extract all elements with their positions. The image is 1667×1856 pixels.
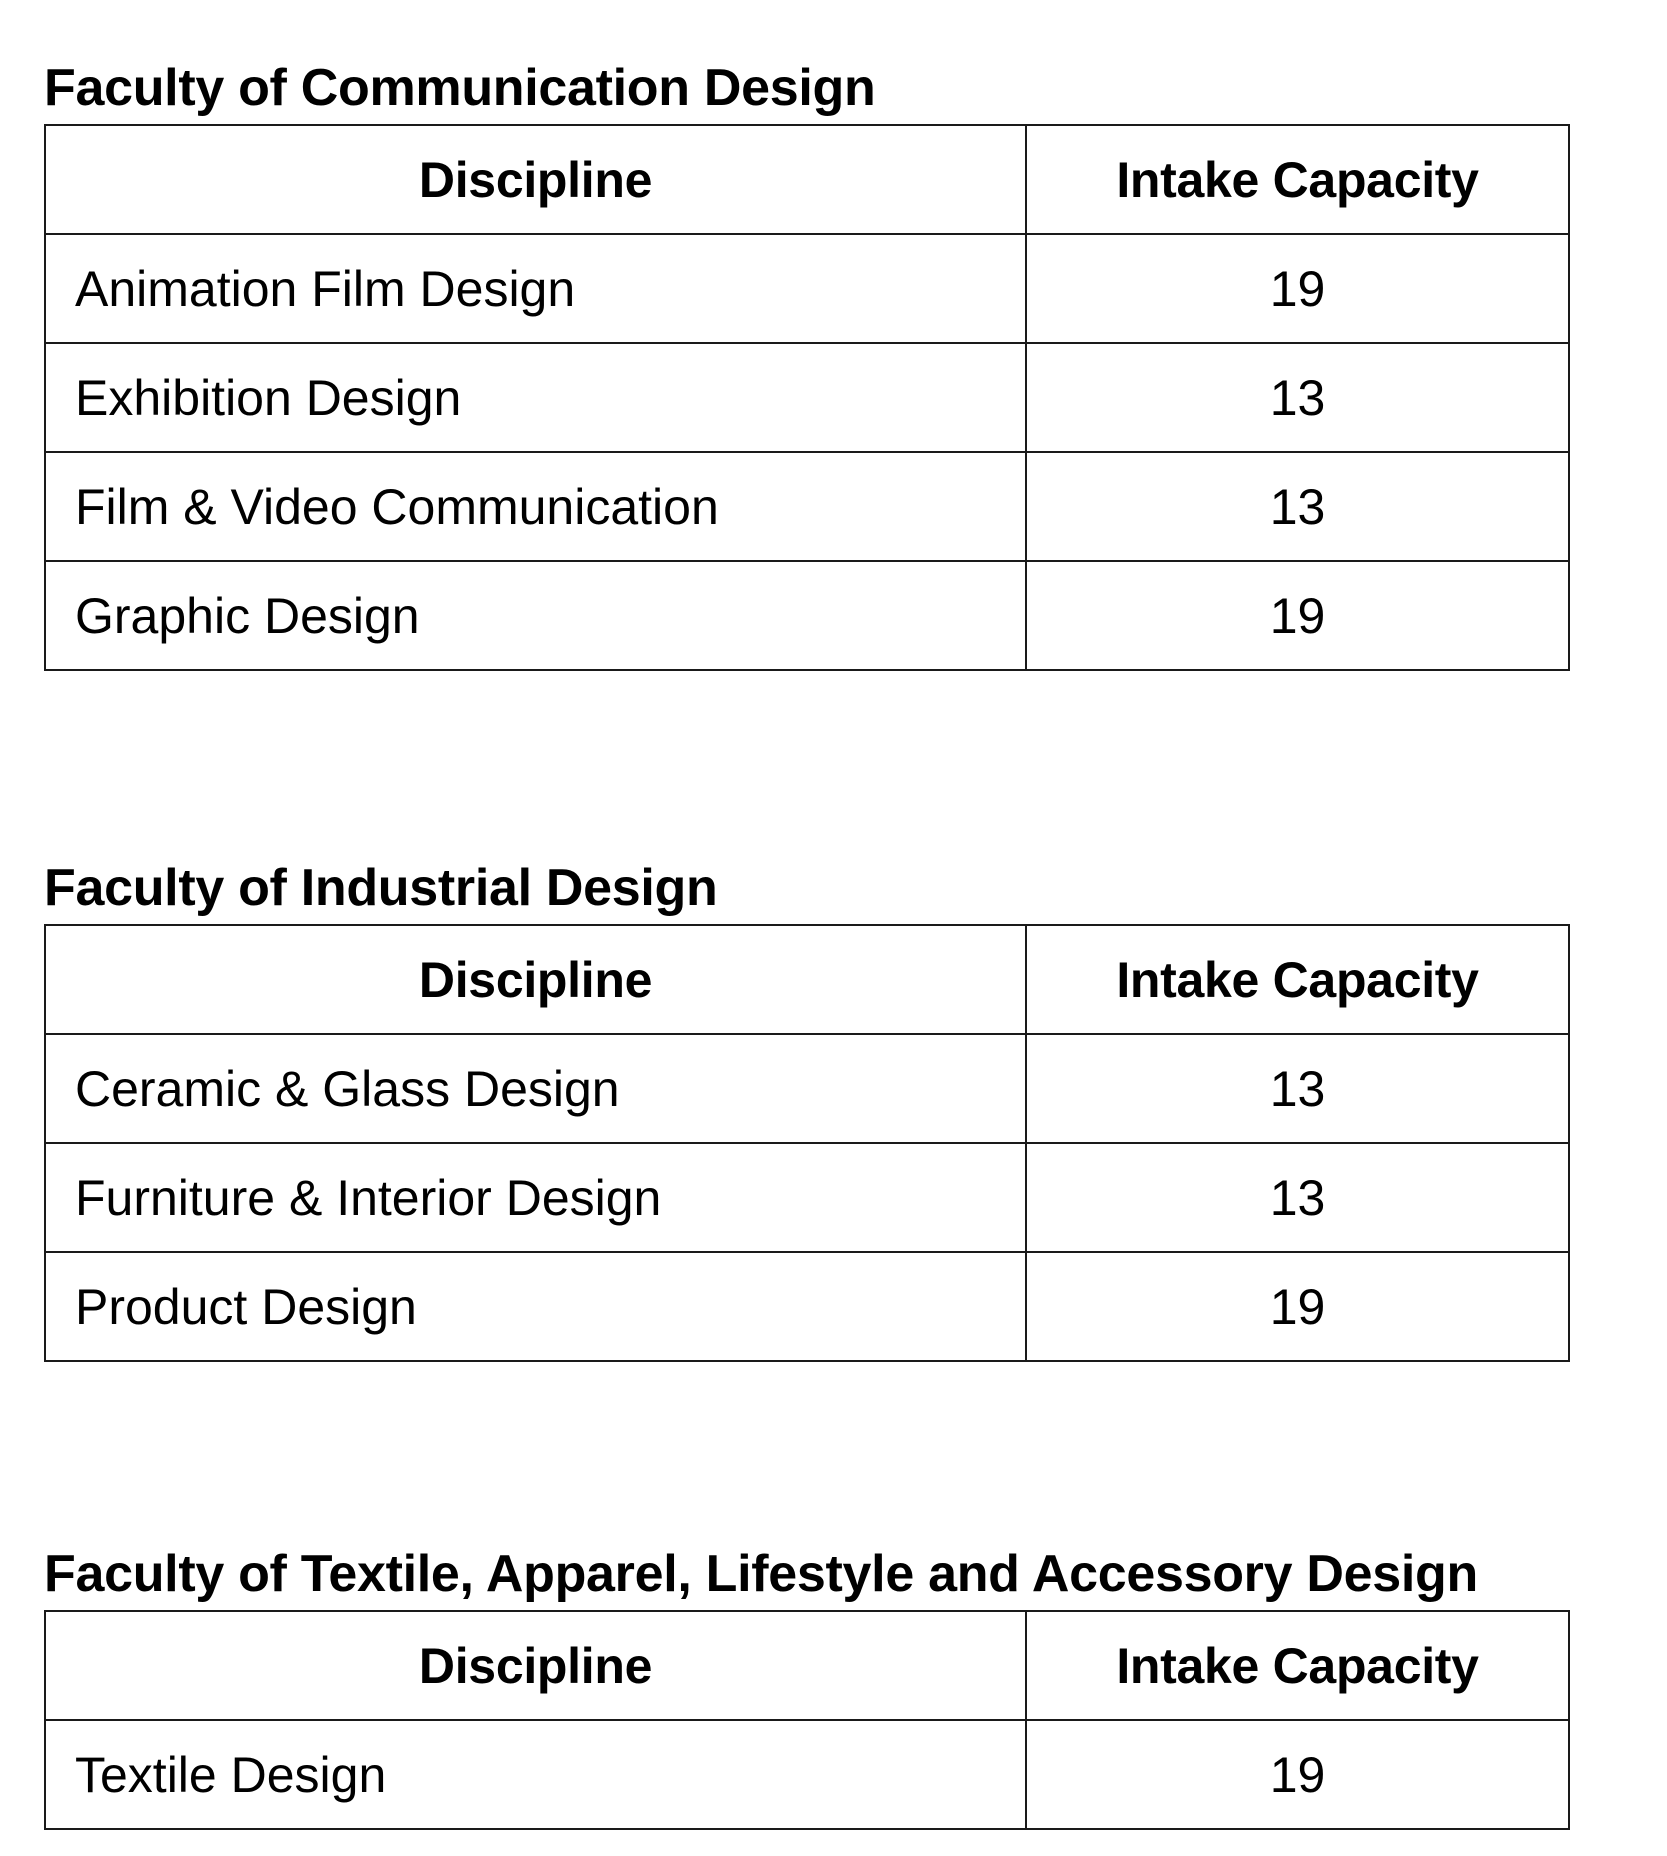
table-row <box>45 343 1569 452</box>
discipline-column-header: Discipline <box>45 125 1026 234</box>
intake-table <box>44 924 1570 1362</box>
capacity-cell: 13 <box>1026 452 1569 561</box>
table-row <box>45 234 1569 343</box>
capacity-cell: 13 <box>1026 1143 1569 1252</box>
intake-capacity-column-header: Intake Capacity <box>1026 925 1569 1034</box>
table-row <box>45 561 1569 670</box>
faculty-heading: Faculty of Textile, Apparel, Lifestyle and Accessory Design <box>44 1545 1478 1603</box>
discipline-cell: Product Design <box>45 1252 1026 1361</box>
faculty-heading: Faculty of Industrial Design <box>44 859 718 917</box>
discipline-cell: Furniture & Interior Design <box>45 1143 1026 1252</box>
discipline-cell: Textile Design <box>45 1720 1026 1829</box>
capacity-cell: 19 <box>1026 234 1569 343</box>
intake-capacity-column-header: Intake Capacity <box>1026 1611 1569 1720</box>
discipline-column-header: Discipline <box>45 925 1026 1034</box>
faculty-heading: Faculty of Communication Design <box>44 59 876 117</box>
discipline-column-header: Discipline <box>45 1611 1026 1720</box>
intake-capacity-column-header: Intake Capacity <box>1026 125 1569 234</box>
discipline-cell: Film & Video Communication <box>45 452 1026 561</box>
table-row <box>45 452 1569 561</box>
intake-table <box>44 1610 1570 1830</box>
faculty-section-textile-apparel-lifestyle-accessory-design <box>44 1544 1570 1830</box>
table-header-row <box>45 925 1569 1034</box>
discipline-cell: Exhibition Design <box>45 343 1026 452</box>
table-row <box>45 1034 1569 1143</box>
table-row <box>45 1143 1569 1252</box>
table-header-row <box>45 1611 1569 1720</box>
capacity-cell: 13 <box>1026 343 1569 452</box>
capacity-cell: 19 <box>1026 1252 1569 1361</box>
discipline-cell: Graphic Design <box>45 561 1026 670</box>
faculty-section-industrial-design <box>44 858 1570 1362</box>
table-row <box>45 1252 1569 1361</box>
capacity-cell: 19 <box>1026 1720 1569 1829</box>
table-header-row <box>45 125 1569 234</box>
intake-table <box>44 124 1570 671</box>
discipline-cell: Ceramic & Glass Design <box>45 1034 1026 1143</box>
capacity-cell: 13 <box>1026 1034 1569 1143</box>
capacity-cell: 19 <box>1026 561 1569 670</box>
table-row <box>45 1720 1569 1829</box>
discipline-cell: Animation Film Design <box>45 234 1026 343</box>
faculty-section-communication-design <box>44 58 1570 671</box>
